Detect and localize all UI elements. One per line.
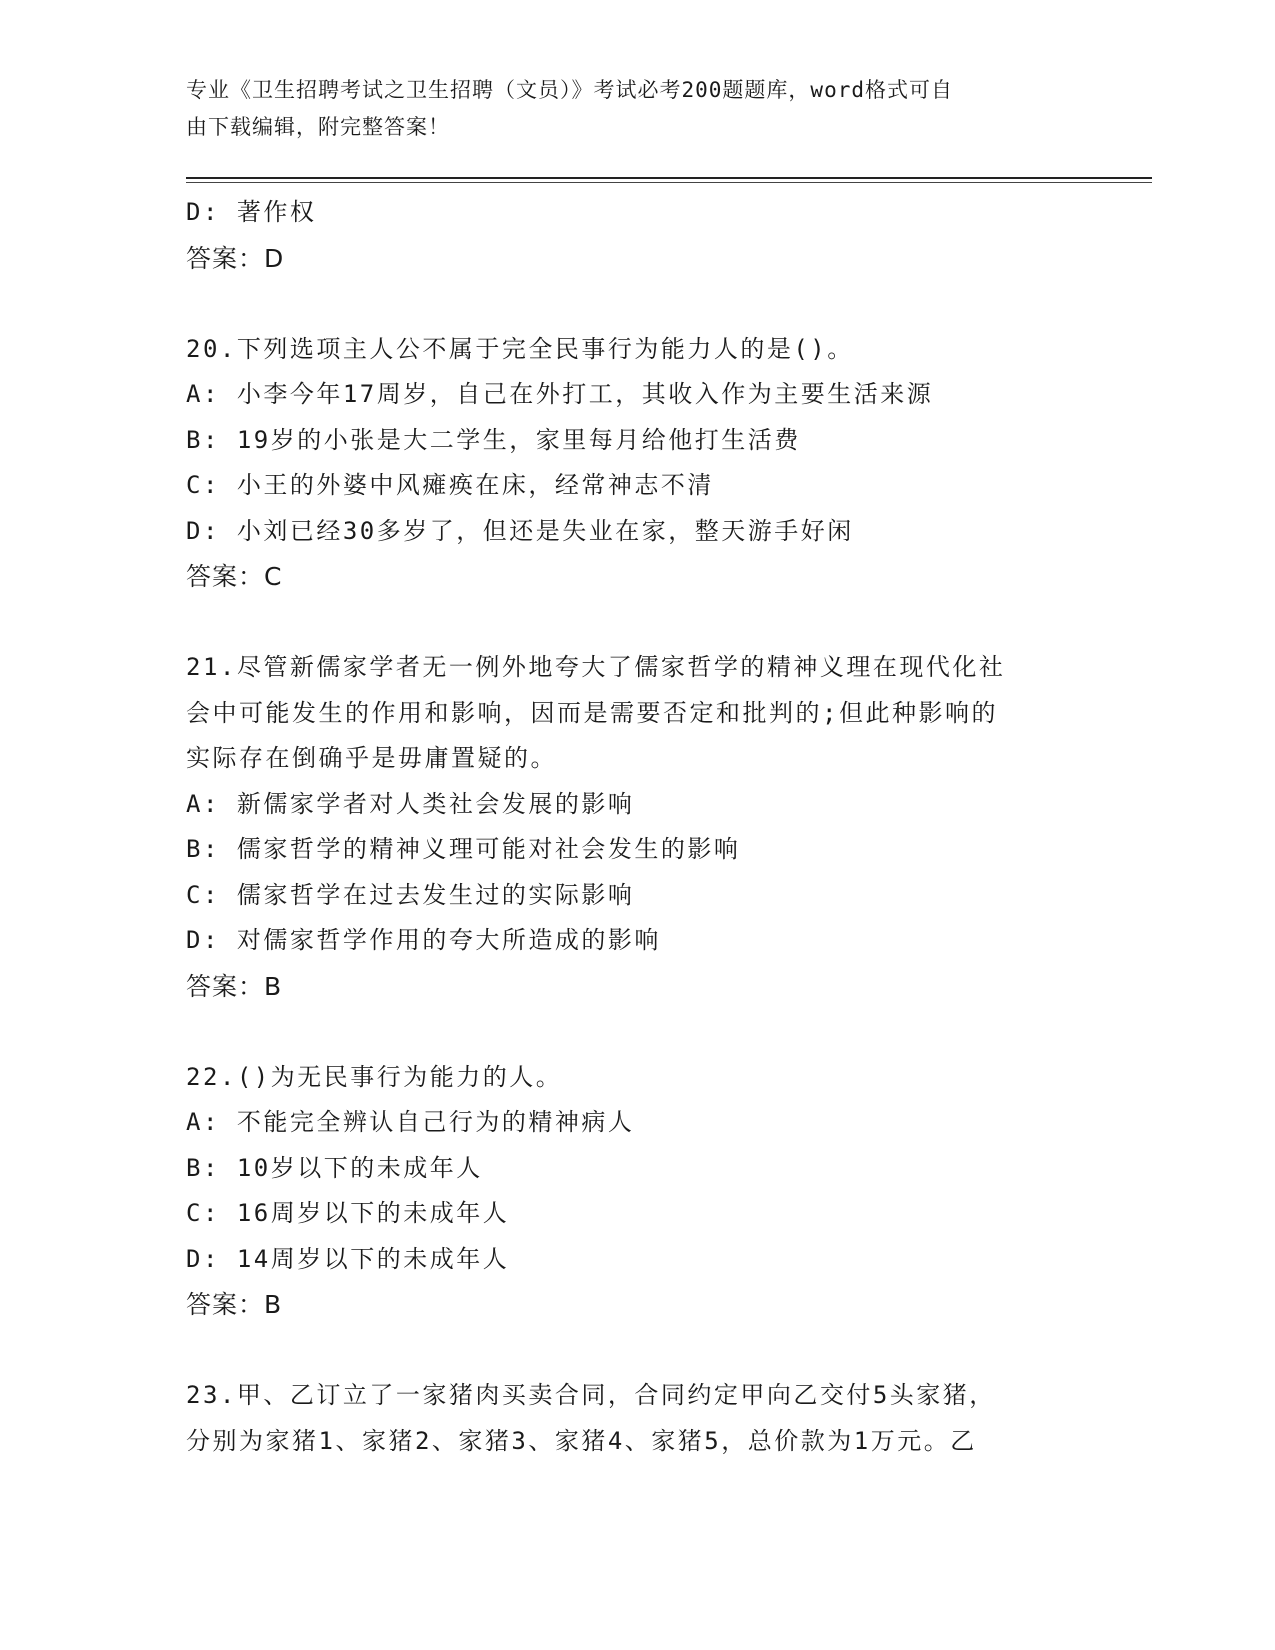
option-c: C: 儒家哲学在过去发生过的实际影响 [186,880,635,909]
answer: 答案：B [186,971,283,1001]
option-d: D: 14周岁以下的未成年人 [186,1244,510,1273]
option-b: B: 儒家哲学的精神义理可能对社会发生的影响 [186,835,741,863]
answer: 答案：C [186,562,283,591]
header-divider-thin [186,182,1152,183]
question-stem-line-1: 23.甲、乙订立了一家猪肉买卖合同，合同约定甲向乙交付5头家猪， [186,1381,996,1409]
option-a: A: 新儒家学者对人类社会发展的影响 [186,789,635,818]
option-d: D: 著作权 [186,198,317,226]
document-header [186,72,1066,146]
header-line-2: 由下载编辑，附完整答案！ [186,115,450,139]
question-stem-line-1: 21.尽管新儒家学者无一例外地夸大了儒家哲学的精神义理在现代化社 [186,653,1006,681]
question-22 [186,1055,1086,1328]
question-21 [186,645,1086,1009]
option-d: D: 对儒家哲学作用的夸大所造成的影响 [186,926,661,954]
question-stem: 20.下列选项主人公不属于完全民事行为能力人的是()。 [186,334,854,363]
option-c: C: 16周岁以下的未成年人 [186,1199,510,1227]
header-divider-thick [186,177,1152,179]
option-a: A: 小李今年17周岁，自己在外打工，其收入作为主要生活来源 [186,380,934,408]
question-stem-line-3: 实际存在倒确乎是毋庸置疑的。 [186,744,557,772]
question-stem-line-2: 分别为家猪1、家猪2、家猪3、家猪4、家猪5，总价款为1万元。乙 [186,1426,977,1455]
option-d: D: 小刘已经30多岁了，但还是失业在家，整天游手好闲 [186,516,854,545]
spacer [186,600,1086,646]
question-20 [186,327,1086,600]
answer: 答案：B [186,1290,283,1319]
option-b: B: 19岁的小张是大二学生，家里每月给他打生活费 [186,425,801,454]
spacer [186,1009,1086,1055]
answer: 答案：D [186,243,285,273]
header-line-1: 专业《卫生招聘考试之卫生招聘（文员）》考试必考200题题库，word格式可自 [186,78,953,102]
option-b: B: 10岁以下的未成年人 [186,1153,483,1182]
option-c: C: 小王的外婆中风瘫痪在床，经常神志不清 [186,471,714,499]
question-stem: 22.()为无民事行为能力的人。 [186,1062,563,1091]
document-body [186,190,1086,1464]
option-a: A: 不能完全辨认自己行为的精神病人 [186,1108,635,1136]
carryover-question [186,190,1086,281]
question-stem-line-2: 会中可能发生的作用和影响，因而是需要否定和批判的;但此种影响的 [186,698,998,727]
spacer [186,1328,1086,1374]
spacer [186,281,1086,327]
question-23 [186,1373,1086,1464]
